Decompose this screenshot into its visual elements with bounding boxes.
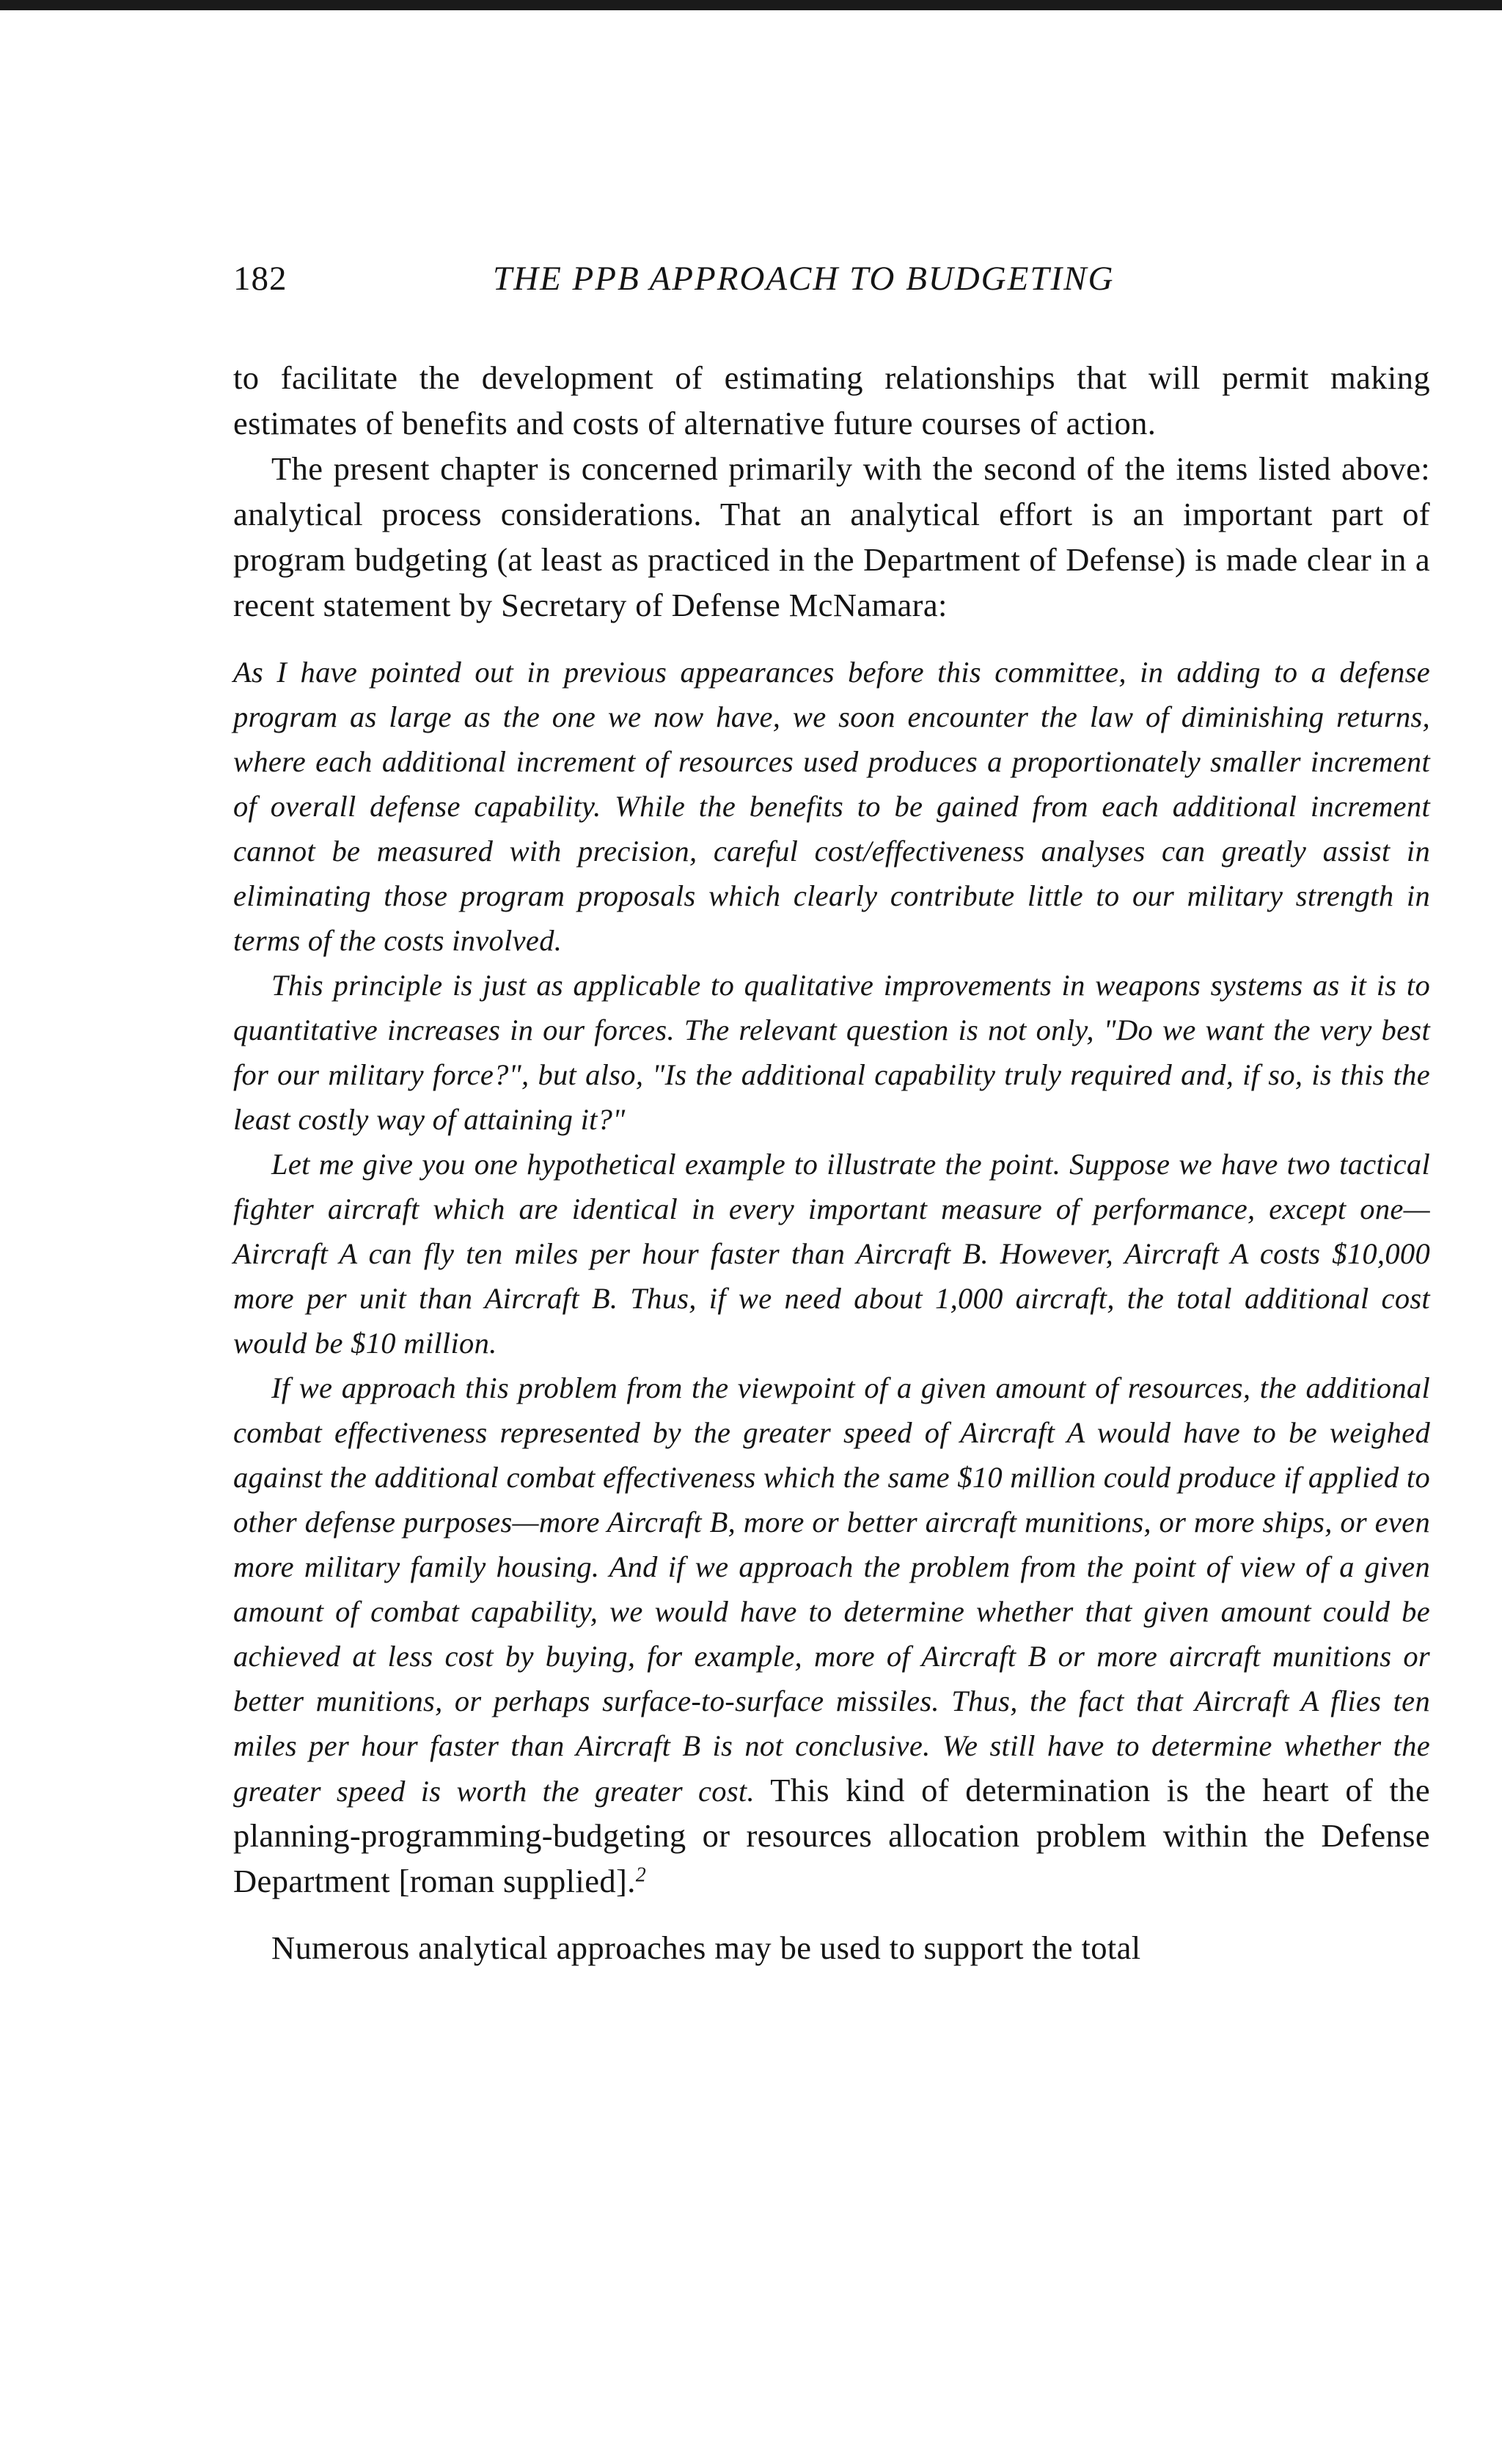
- body-paragraph-analytical-process: The present chapter is concerned primarily with the second of the items listed above: analytical process considerations. That an analytical effort is an important part of program budgeting (at least as practiced in the Department of Defense) is made clear in a recent statement by Secretary of Defense McNamara:: [233, 450, 1430, 623]
- book-page: [233, 249, 1430, 1970]
- quote-roman-text: This kind of determination is the heart of the planning-programming-budgeting or resources allocation problem within the Defense Department [roman supplied].: [233, 1772, 1430, 1899]
- body-paragraph-numerous-approaches: Numerous analytical approaches may be used to support the total: [271, 1929, 1141, 1966]
- body-paragraph-continued: to facilitate the development of estimating relationships that will permit making estimates of benefits and costs of alternative future courses of action.: [233, 359, 1430, 441]
- footnote-marker: 2: [635, 1863, 647, 1887]
- quote-italic-text: If we approach this problem from the viewpoint of a given amount of resources, the additional combat effectiveness represented by the greater speed of Aircraft A would have to be weighed against the additional combat effectiveness which the same $10 million could produce if applied to other defense purposes—more Aircraft B, more or better aircraft munitions, or more ships, or even more military family housing. And if we approach the problem from the point of view of a given amount of combat capability, we would have to determine whether that given amount could be achieved at less cost by buying, for example, more of Aircraft B or more aircraft munitions or better munitions, or perhaps surface-to-surface missiles. Thus, the fact that Aircraft A flies ten miles per hour faster than Aircraft B is not conclusive. We still have to determine whether the greater speed is worth the greater cost.: [233, 1371, 1430, 1808]
- top-border-rule: [0, 0, 1502, 10]
- body-text: [233, 355, 1430, 628]
- running-header: [233, 249, 1430, 308]
- quote-paragraph-principle: This principle is just as applicable to qualitative improvements in weapons systems as it is to quantitative increases in our forces. The relevant question is not only, "Do we want the very best for our military force?", but also, "Is the additional capability truly required and, if so, is this the least costly way of attaining it?": [233, 969, 1430, 1136]
- quote-paragraph-hypothetical-example: Let me give you one hypothetical example to illustrate the point. Suppose we have two tactical fighter aircraft which are identical in every important measure of performance, except one—Aircraft A can fly ten miles per hour faster than Aircraft B. However, Aircraft A costs $10,000 more per unit than Aircraft B. Thus, if we need about 1,000 aircraft, the total additional cost would be $10 million.: [233, 1148, 1430, 1360]
- quote-paragraph-diminishing-returns: As I have pointed out in previous appearances before this committee, in adding to a defense program as large as the one we now have, we soon encounter the law of diminishing returns, where each additional increment of resources used produces a proportionately smaller increment of overall defense capability. While the benefits to be gained from each additional increment cannot be measured with precision, careful cost/effectiveness analyses can greatly assist in eliminating those program proposals which clearly contribute little to our military strength in terms of the costs involved.: [233, 656, 1430, 957]
- page-number: 182: [233, 260, 287, 298]
- quote-paragraph-resources: [233, 1365, 1430, 1904]
- running-title: THE PPB APPROACH TO BUDGETING: [493, 260, 1115, 298]
- closing-text: [233, 1925, 1430, 1970]
- block-quote-mcnamara: [233, 650, 1430, 1904]
